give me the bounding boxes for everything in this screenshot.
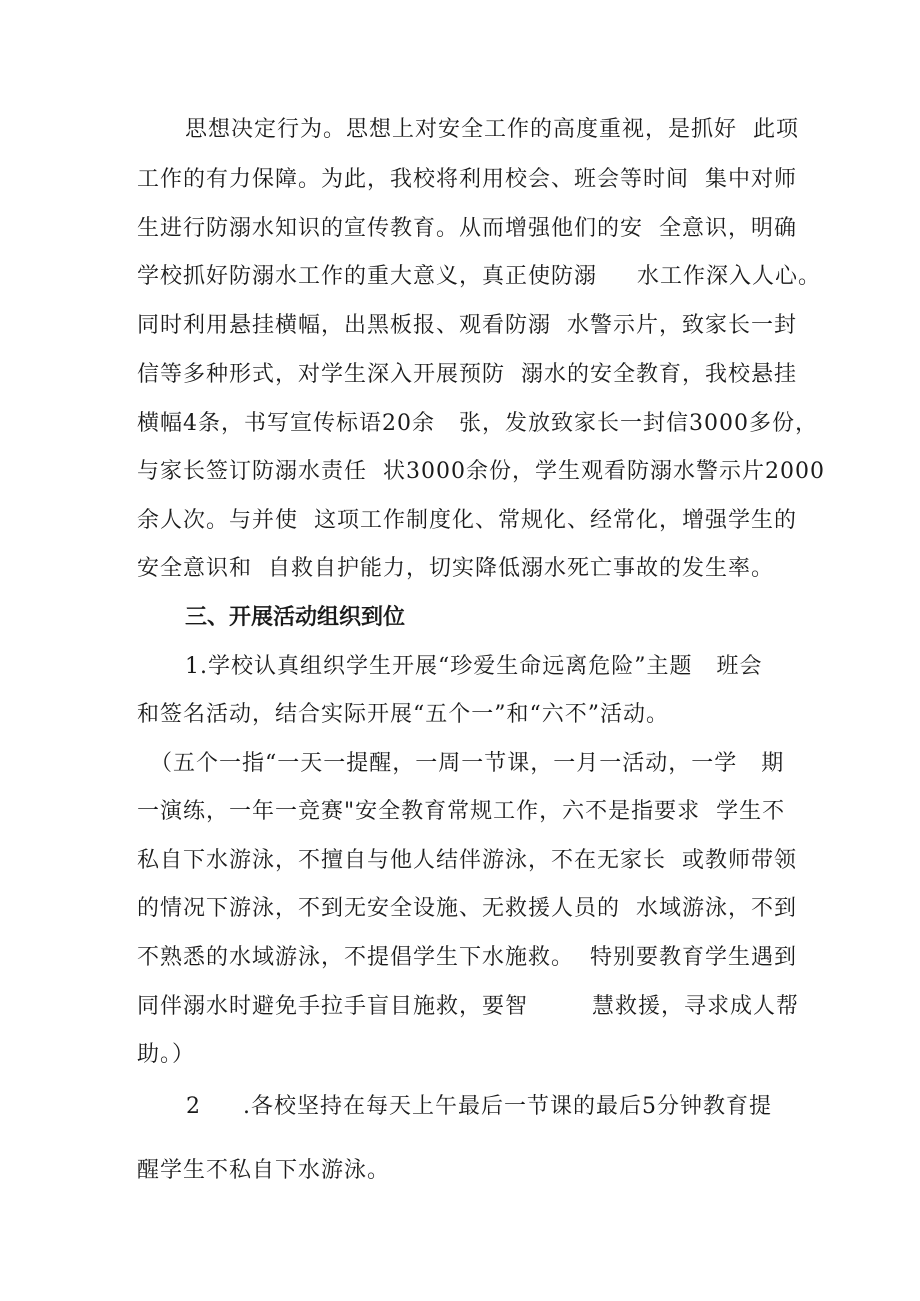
list-item-line: 一演练，一年一竞赛"安全教育常规工作，六不是指要求 学生不 — [137, 799, 786, 824]
paragraph-line: 横幅4条，书写宣传标语20余 张，发放致家长一封信3000多份， — [137, 411, 818, 436]
paragraph-line: 工作的有力保障。为此，我校将利用校会、班会等时间 集中对师 — [137, 167, 797, 192]
list-item-number: 2 — [186, 1094, 201, 1119]
list-item-line: 的情况下游泳，不到无安全设施、无救援人员的 水域游泳，不到 — [137, 896, 797, 921]
list-item-line: .各校坚持在每天上午最后一节课的最后5分钟教育提 — [243, 1094, 772, 1119]
list-item-line: 1.学校认真组织学生开展“珍爱生命远离危险”主题 班会 — [185, 654, 763, 679]
paragraph-line: 同时利用悬挂横幅，出黑板报、观看防溺 水警示片，致家长一封 — [137, 313, 797, 338]
list-item-line: 醒学生不私自下水游泳。 — [137, 1158, 391, 1183]
list-item-line: 不熟悉的水域游泳，不提倡学生下水施救。 特别要教育学生遇到 — [137, 945, 797, 970]
paragraph-line: 生进行防溺水知识的宣传教育。从而增强他们的安 全意识，明确 — [137, 216, 797, 241]
paragraph-line: 安全意识和 自救自护能力，切实降低溺水死亡事故的发生率。 — [137, 556, 774, 581]
list-item-line: 助。） — [137, 1042, 196, 1067]
list-item-line: 和签名活动，结合实际开展“五个一”和“六不”活动。 — [137, 702, 669, 727]
paragraph-line: 与家长签订防溺水责任 状3000余份，学生观看防溺水警示片2000 — [137, 459, 825, 484]
paragraph-line: 思想决定行为。思想上对安全工作的高度重视，是抓好 此项 — [185, 117, 799, 142]
paragraph-line: 学校抓好防溺水工作的重大意义，真正使防溺 水工作深入人心。 — [137, 264, 821, 289]
paragraph-line: 信等多种形式，对学生深入开展预防 溺水的安全教育，我校悬挂 — [137, 362, 797, 387]
paragraph-line: 余人次。与并使 这项工作制度化、常规化、经常化，增强学生的 — [137, 508, 797, 533]
list-item-line: 私自下水游泳，不擅自与他人结伴游泳，不在无家长 或教师带领 — [137, 848, 797, 873]
section-heading: 三、开展活动组织到位 — [185, 605, 406, 630]
list-item-line: 同伴溺水时避免手拉手盲目施救，要智 慧救援，寻求成人帮 — [137, 994, 799, 1019]
list-item-line: （五个一指“一天一提醒，一周一节课，一月一活动，一学 期 — [150, 751, 785, 776]
